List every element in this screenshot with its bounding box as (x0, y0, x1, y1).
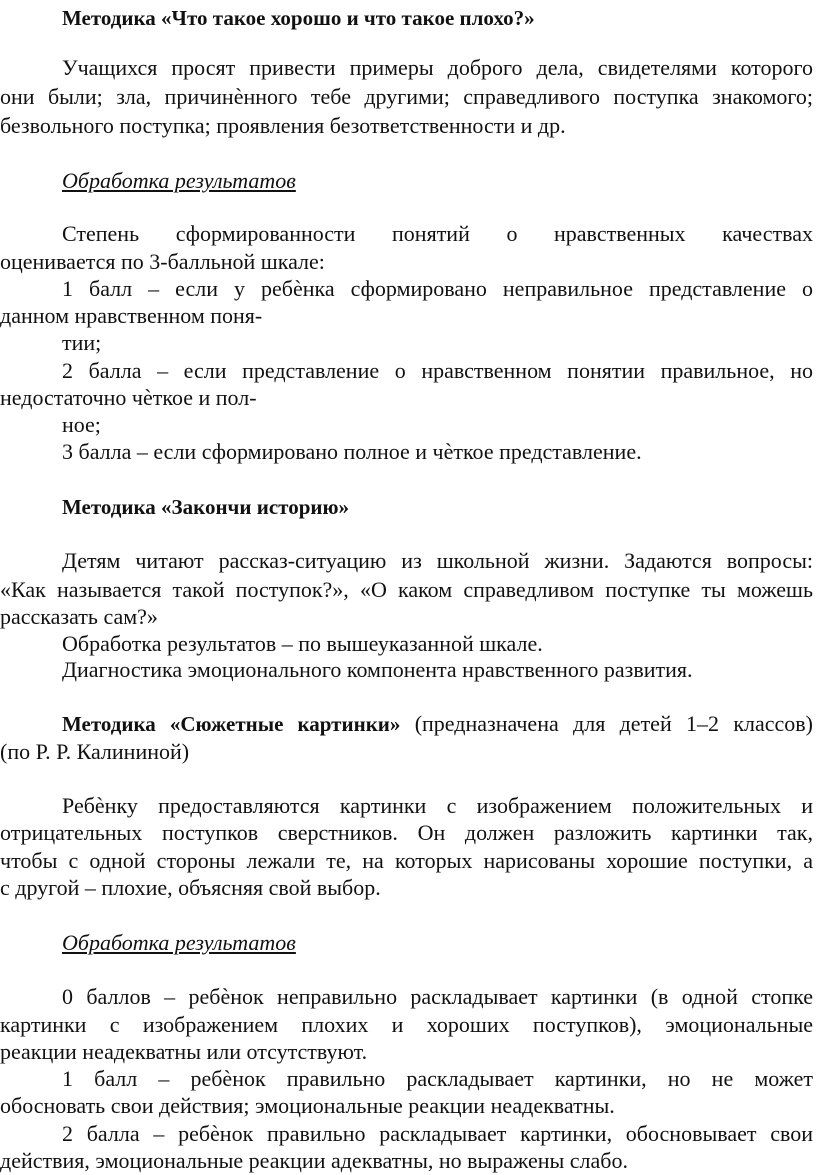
paragraph-line: недостаточно чѐткое и пол- (0, 385, 257, 410)
paragraph-line: рассказать сам?» (0, 604, 158, 629)
paragraph-line: «Как называется такой поступок?», «О каком справедливом поступке ты можешь (0, 577, 813, 602)
section-title: Методика «Что такое хорошо и что такое плохо?» (62, 6, 535, 30)
subheading (0, 929, 813, 957)
paragraph-line: оценивается по 3-балльной шкале: (0, 249, 325, 274)
paragraph-line: 3 балла – если сформировано полное и чѐткое представление. (62, 439, 642, 464)
section-title-bold: Методика «Сюжетные картинки» (62, 712, 401, 736)
paragraph-line: ное; (62, 412, 101, 437)
paragraph-line: Учащихся просят привести примеры доброго дела, свидетелями которого (62, 55, 813, 80)
subheading-text: Обработка результатов (62, 930, 296, 955)
paragraph-line: Обработка результатов – по вышеуказанной шкале. (62, 631, 543, 656)
subheading-text: Обработка результатов (62, 168, 296, 193)
section-title-author: (по Р. Р. Калининой) (0, 739, 190, 764)
section-title: Методика «Закончи историю» (62, 495, 350, 519)
paragraph-line: картинки с изображением плохих и хороших поступков), эмоциональные (0, 1012, 813, 1037)
paragraph-line: 2 балла – если представление о нравственном понятии правильное, но (62, 358, 813, 383)
paragraph-line: реакции неадекватны или отсутствуют. (0, 1039, 368, 1064)
paragraph-line: тии; (62, 330, 102, 355)
paragraph-line: обосновать свои действия; эмоциональные реакции неадекватны. (0, 1093, 615, 1118)
paragraph-line: безвольного поступка; проявления безответственности и др. (0, 113, 566, 138)
paragraph-line: Детям читают рассказ-ситуацию из школьной жизни. Задаются вопросы: (62, 548, 813, 573)
section-title-note: (предназначена для детей 1–2 классов) (400, 711, 813, 736)
paragraph-line: они были; зла, причинѐнного тебе другими; справедливого поступка знакомого; (0, 84, 813, 109)
subheading (0, 167, 813, 195)
paragraph-line: 1 балл – ребѐнок правильно раскладывает картинки, но не может (62, 1066, 813, 1091)
section-title (0, 710, 813, 738)
paragraph-line: отрицательных поступков сверстников. Он должен разложить картинки так, (0, 820, 813, 845)
paragraph-line: Диагностика эмоционального компонента нравственного развития. (62, 657, 693, 682)
paragraph-line: Степень сформированности понятий о нравственных качествах (62, 221, 813, 246)
paragraph-line: Ребѐнку предоставляются картинки с изображением положительных и (62, 793, 813, 818)
paragraph-line: 1 балл – если у ребѐнка сформировано неправильное представление о (62, 276, 813, 301)
paragraph-line: 0 баллов – ребѐнок неправильно раскладывает картинки (в одной стопке (62, 984, 813, 1009)
paragraph-line: действия, эмоциональные реакции адекватны, но выражены слабо. (0, 1148, 628, 1173)
paragraph-line: 2 балла – ребѐнок правильно раскладывает картинки, обосновывает свои (62, 1121, 813, 1146)
paragraph-line: с другой – плохие, объясняя свой выбор. (0, 875, 381, 900)
paragraph-line: чтобы с одной стороны лежали те, на которых нарисованы хорошие поступки, а (0, 848, 813, 873)
paragraph-line: данном нравственном поня- (0, 303, 263, 328)
